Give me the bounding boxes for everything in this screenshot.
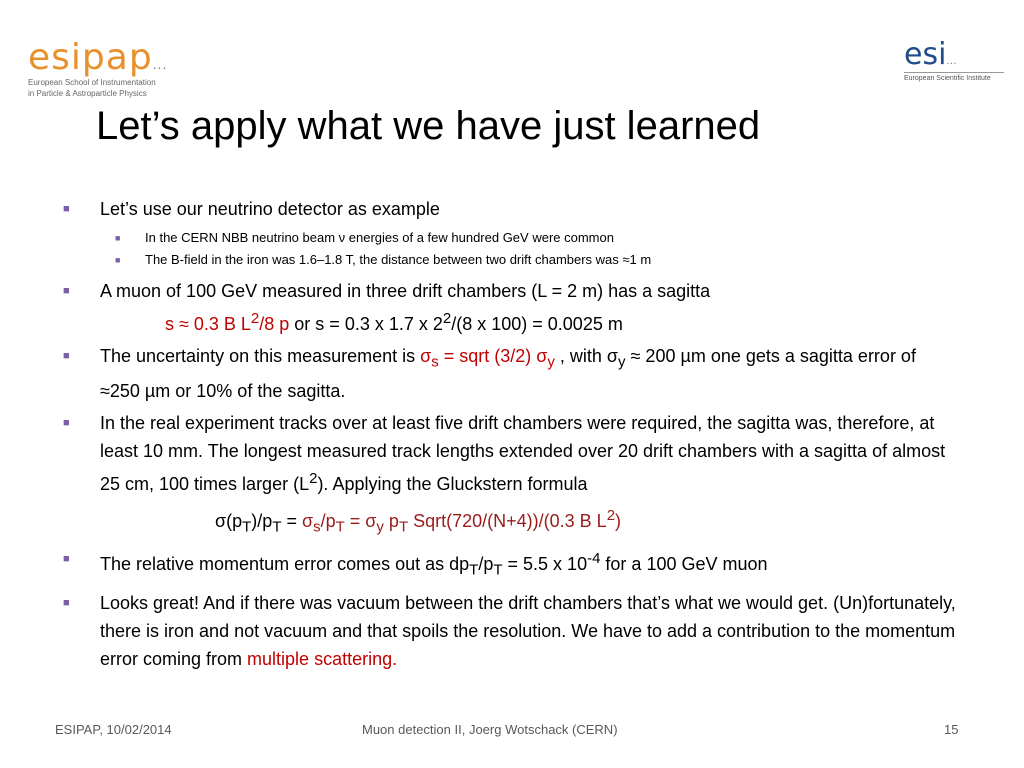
square-bullet-icon: ■ [63,203,70,215]
bullet-5-text: The relative momentum error comes out as dp [100,554,470,575]
esipap-logo-word: esipap [28,37,153,78]
bullet-4 [60,409,960,542]
bullet-1 [60,195,960,223]
square-bullet-icon: ■ [63,285,70,297]
bullet-3 [60,342,960,405]
esi-logo-divider [904,72,1004,73]
square-bullet-icon: ■ [63,553,70,566]
sagitta-formula-sup: 2 [250,310,260,327]
bullet-1-text: Let’s use our neutrino detector as example [100,199,440,219]
sigma-s-formula: = sqrt (3/2) σ [438,346,548,366]
bullet-5-text: /p [478,554,494,575]
formula-sub: T [335,518,345,536]
bullet-6 [60,589,960,673]
sigma-s-sub: s [431,353,439,371]
multiple-scattering-highlight: multiple scattering. [247,648,398,669]
bullet-6-text: Looks great! And if there was vacuum between the drift chambers that’s what we would get. (Un)fortunately, there is iron and not vacuum and that spoils the resolution. We have to add a contribution to the momentum error coming from [100,592,956,669]
formula-part: )/p [251,510,273,531]
slide-number: 15 [944,722,959,737]
bullet-4-text: In the real experiment tracks over at least five drift chambers were required, the sagitta was, therefore, at least 10 mm. The longest measured track lengths extended over 20 drift chambers with a sagitta of almost 25 cm, 100 times larger (L [100,412,946,494]
esipap-logo-line2: in Particle & Astroparticle Physics [28,89,147,98]
gluckstern-formula [100,502,960,542]
esipap-logo-dots: ... [152,56,168,72]
sagitta-formula [100,305,960,338]
formula-sub: T [398,518,409,536]
square-bullet-icon: ■ [63,596,70,609]
bullet-2 [60,277,960,338]
formula-part: σ(p [215,510,243,531]
esi-logo-dots: ... [946,53,957,67]
sagitta-formula-part: s ≈ 0.3 B L [165,314,251,334]
slide-content [60,195,960,677]
esi-logo [904,37,1009,90]
formula-sup: 2 [606,506,616,524]
formula-sub: T [272,518,282,536]
formula-sub: s [313,518,321,536]
bullet-2-text: A muon of 100 GeV measured in three drift chambers (L = 2 m) has a sagitta [100,281,711,301]
formula-part: = σ [344,510,377,531]
esi-logo-sub: European Scientific Institute [904,75,991,82]
sigma-y-sub: y [618,353,626,371]
bullet-3-text: ≈ 200 µm one gets a sagitta error of ≈250 µm or 10% of the sagitta. [100,346,916,401]
bullet-5-sub: T [493,561,503,579]
square-bullet-icon: ■ [115,233,121,243]
square-bullet-icon: ■ [63,350,70,362]
sagitta-formula-calc: or s = 0.3 x 1.7 x 2 [289,314,443,334]
formula-part: ) [615,510,622,531]
bullet-3-text: , with σ [554,346,619,366]
formula-part: p [383,510,399,531]
formula-part: /p [320,510,336,531]
square-bullet-icon: ■ [115,255,121,265]
esi-logo-word: esi [904,37,947,72]
sagitta-formula-part: /8 p [259,314,290,334]
formula-part: Sqrt(720/(N+4))/(0.3 B L [408,510,607,531]
bullet-1-sub-1 [60,227,960,249]
footer-title: Muon detection II, Joerg Wotschack (CERN) [362,722,618,737]
bullet-5-sub: T [469,561,479,579]
bullet-1-sub-2-text: The B-field in the iron was 1.6–1.8 T, the distance between two drift chambers was ≈1 m [145,252,652,267]
sagitta-formula-sup: 2 [442,310,452,327]
formula-sub: T [242,518,252,536]
formula-part: = [281,510,302,531]
slide-title: Let’s apply what we have just learned [96,104,761,148]
bullet-4-sup: 2 [309,469,318,487]
bullet-5 [60,545,960,585]
sigma-y-sub: y [547,353,555,371]
bullet-4-text: ). Applying the Gluckstern formula [317,473,588,494]
sagitta-formula-calc: /(8 x 100) = 0.0025 m [451,314,623,334]
square-bullet-icon: ■ [63,416,70,429]
esipap-logo-line1: European School of Instrumentation [28,78,156,87]
bullet-3-text: The uncertainty on this measurement is [100,346,421,366]
formula-part: σ [302,510,314,531]
bullet-5-text: = 5.5 x 10 [502,554,588,575]
formula-sub: y [376,518,384,536]
footer-date: ESIPAP, 10/02/2014 [55,722,172,737]
bullet-1-sub-2 [60,249,960,271]
bullet-5-sup: -4 [587,550,601,568]
bullet-5-text: for a 100 GeV muon [600,554,768,575]
sigma-s-symbol: σ [420,346,432,366]
bullet-1-sub-1-text: In the CERN NBB neutrino beam ν energies of a few hundred GeV were common [145,230,614,245]
